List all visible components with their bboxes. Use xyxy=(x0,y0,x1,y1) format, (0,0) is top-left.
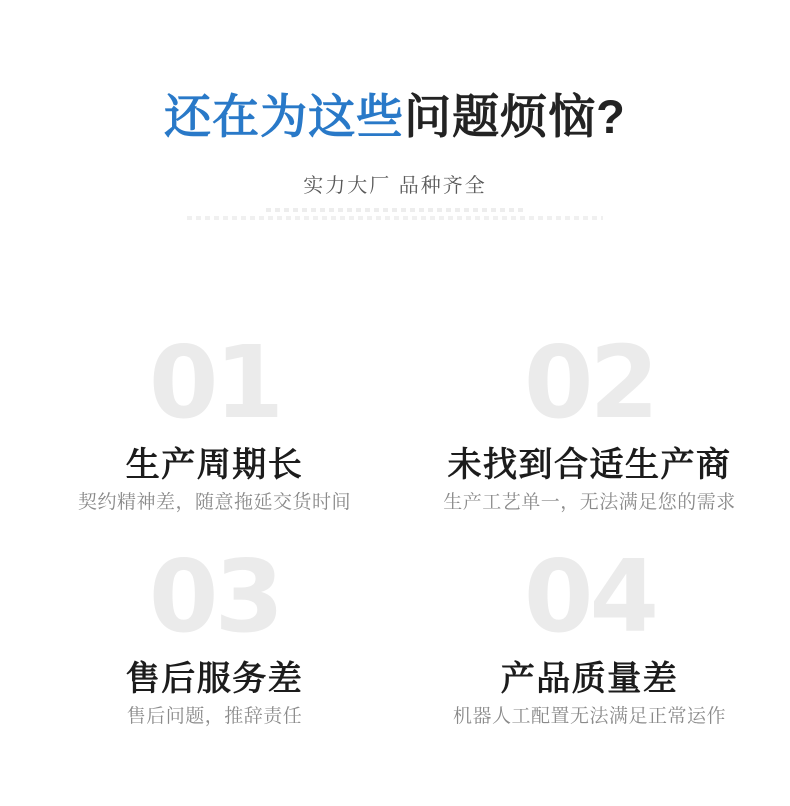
watermark-text-lines xyxy=(0,208,790,220)
page-title-highlight: 还在为这些 xyxy=(164,90,405,143)
problem-card-2 xyxy=(402,323,777,515)
problem-card-3 xyxy=(27,537,402,729)
problem-description: 契约精神差，随意拖延交货时间 xyxy=(77,491,351,513)
watermark-line-2 xyxy=(187,216,603,220)
problem-title: 生产周期长 xyxy=(125,445,304,484)
page-title-rest: 问题烦恼? xyxy=(404,90,626,143)
problem-card-1 xyxy=(27,323,402,515)
problem-number: 04 xyxy=(523,537,656,655)
problem-description: 售后问题，推辞责任 xyxy=(126,705,303,727)
problem-title: 产品质量差 xyxy=(500,659,679,698)
problem-card-4 xyxy=(402,537,777,729)
problem-title: 售后服务差 xyxy=(125,659,304,698)
page-title xyxy=(0,88,790,147)
problem-description: 机器人工配置无法满足正常运作 xyxy=(452,705,726,727)
page-subtitle: 实力大厂 品种齐全 xyxy=(303,174,487,197)
problem-number: 02 xyxy=(523,323,656,441)
watermark-line-1 xyxy=(266,208,524,212)
problem-title: 未找到合适生产商 xyxy=(447,445,732,484)
problem-number: 01 xyxy=(148,323,281,441)
problems-grid xyxy=(27,323,790,729)
problem-number: 03 xyxy=(148,537,281,655)
problem-description: 生产工艺单一，无法满足您的需求 xyxy=(443,491,736,513)
